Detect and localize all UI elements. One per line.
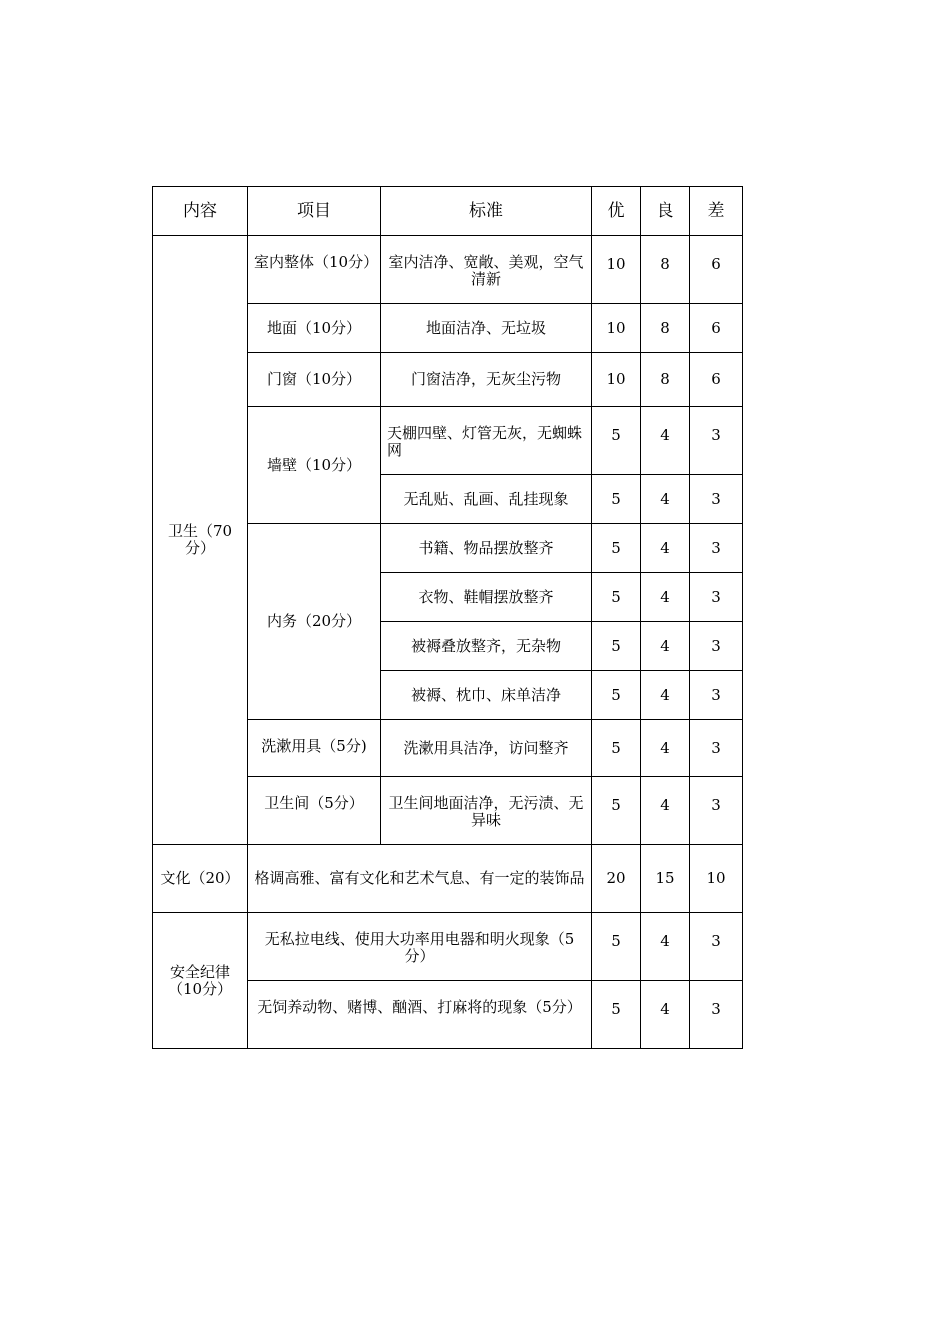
good-score: 5 bbox=[592, 913, 641, 981]
item-cell: 墙壁（10分） bbox=[248, 407, 381, 524]
fair-score: 8 bbox=[641, 353, 690, 407]
poor-score: 10 bbox=[690, 845, 743, 913]
good-score: 5 bbox=[592, 981, 641, 1049]
poor-score: 3 bbox=[690, 981, 743, 1049]
standard-cell: 地面洁净、无垃圾 bbox=[381, 304, 592, 353]
poor-score: 3 bbox=[690, 777, 743, 845]
standard-cell: 门窗洁净，无灰尘污物 bbox=[381, 353, 592, 407]
fair-score: 4 bbox=[641, 475, 690, 524]
good-score: 20 bbox=[592, 845, 641, 913]
good-score: 10 bbox=[592, 353, 641, 407]
item-cell: 地面（10分） bbox=[248, 304, 381, 353]
category-culture: 文化（20） bbox=[153, 845, 248, 913]
standard-cell: 格调高雅、富有文化和艺术气息、有一定的装饰品 bbox=[248, 845, 592, 913]
standard-cell: 衣物、鞋帽摆放整齐 bbox=[381, 573, 592, 622]
poor-score: 3 bbox=[690, 475, 743, 524]
fair-score: 8 bbox=[641, 304, 690, 353]
header-content: 内容 bbox=[153, 187, 248, 236]
standard-cell: 无乱贴、乱画、乱挂现象 bbox=[381, 475, 592, 524]
table-row bbox=[153, 236, 743, 304]
fair-score: 4 bbox=[641, 913, 690, 981]
good-score: 5 bbox=[592, 622, 641, 671]
good-score: 5 bbox=[592, 720, 641, 777]
standard-cell: 书籍、物品摆放整齐 bbox=[381, 524, 592, 573]
header-poor: 差 bbox=[690, 187, 743, 236]
fair-score: 4 bbox=[641, 777, 690, 845]
good-score: 5 bbox=[592, 407, 641, 475]
fair-score: 4 bbox=[641, 622, 690, 671]
poor-score: 3 bbox=[690, 524, 743, 573]
score-table bbox=[152, 186, 743, 1049]
fair-score: 4 bbox=[641, 573, 690, 622]
category-safety: 安全纪律（10分） bbox=[153, 913, 248, 1049]
fair-score: 4 bbox=[641, 671, 690, 720]
standard-cell: 被褥、枕巾、床单洁净 bbox=[381, 671, 592, 720]
good-score: 5 bbox=[592, 524, 641, 573]
table-row bbox=[153, 845, 743, 913]
standard-cell: 天棚四壁、灯管无灰，无蜘蛛网 bbox=[381, 407, 592, 475]
poor-score: 3 bbox=[690, 913, 743, 981]
standard-cell: 洗漱用具洁净，访问整齐 bbox=[381, 720, 592, 777]
item-cell: 内务（20分） bbox=[248, 524, 381, 720]
header-row bbox=[153, 187, 743, 236]
item-cell: 洗漱用具（5分) bbox=[248, 720, 381, 777]
header-standard: 标准 bbox=[381, 187, 592, 236]
good-score: 5 bbox=[592, 671, 641, 720]
poor-score: 3 bbox=[690, 720, 743, 777]
table-row bbox=[153, 913, 743, 981]
fair-score: 4 bbox=[641, 407, 690, 475]
fair-score: 8 bbox=[641, 236, 690, 304]
standard-cell: 无私拉电线、使用大功率用电器和明火现象（5分） bbox=[248, 913, 592, 981]
fair-score: 15 bbox=[641, 845, 690, 913]
poor-score: 3 bbox=[690, 407, 743, 475]
poor-score: 3 bbox=[690, 573, 743, 622]
category-hygiene: 卫生（70分） bbox=[153, 236, 248, 845]
item-cell: 卫生间（5分） bbox=[248, 777, 381, 845]
standard-cell: 卫生间地面洁净，无污渍、无异味 bbox=[381, 777, 592, 845]
good-score: 10 bbox=[592, 304, 641, 353]
poor-score: 6 bbox=[690, 236, 743, 304]
item-cell: 室内整体（10分） bbox=[248, 236, 381, 304]
standard-cell: 被褥叠放整齐，无杂物 bbox=[381, 622, 592, 671]
fair-score: 4 bbox=[641, 524, 690, 573]
good-score: 10 bbox=[592, 236, 641, 304]
header-item: 项目 bbox=[248, 187, 381, 236]
poor-score: 6 bbox=[690, 304, 743, 353]
good-score: 5 bbox=[592, 777, 641, 845]
standard-cell: 无饲养动物、赌博、酗酒、打麻将的现象（5分） bbox=[248, 981, 592, 1049]
header-good: 优 bbox=[592, 187, 641, 236]
poor-score: 3 bbox=[690, 671, 743, 720]
header-fair: 良 bbox=[641, 187, 690, 236]
poor-score: 3 bbox=[690, 622, 743, 671]
good-score: 5 bbox=[592, 475, 641, 524]
fair-score: 4 bbox=[641, 981, 690, 1049]
standard-cell: 室内洁净、宽敞、美观，空气清新 bbox=[381, 236, 592, 304]
poor-score: 6 bbox=[690, 353, 743, 407]
item-cell: 门窗（10分） bbox=[248, 353, 381, 407]
good-score: 5 bbox=[592, 573, 641, 622]
fair-score: 4 bbox=[641, 720, 690, 777]
